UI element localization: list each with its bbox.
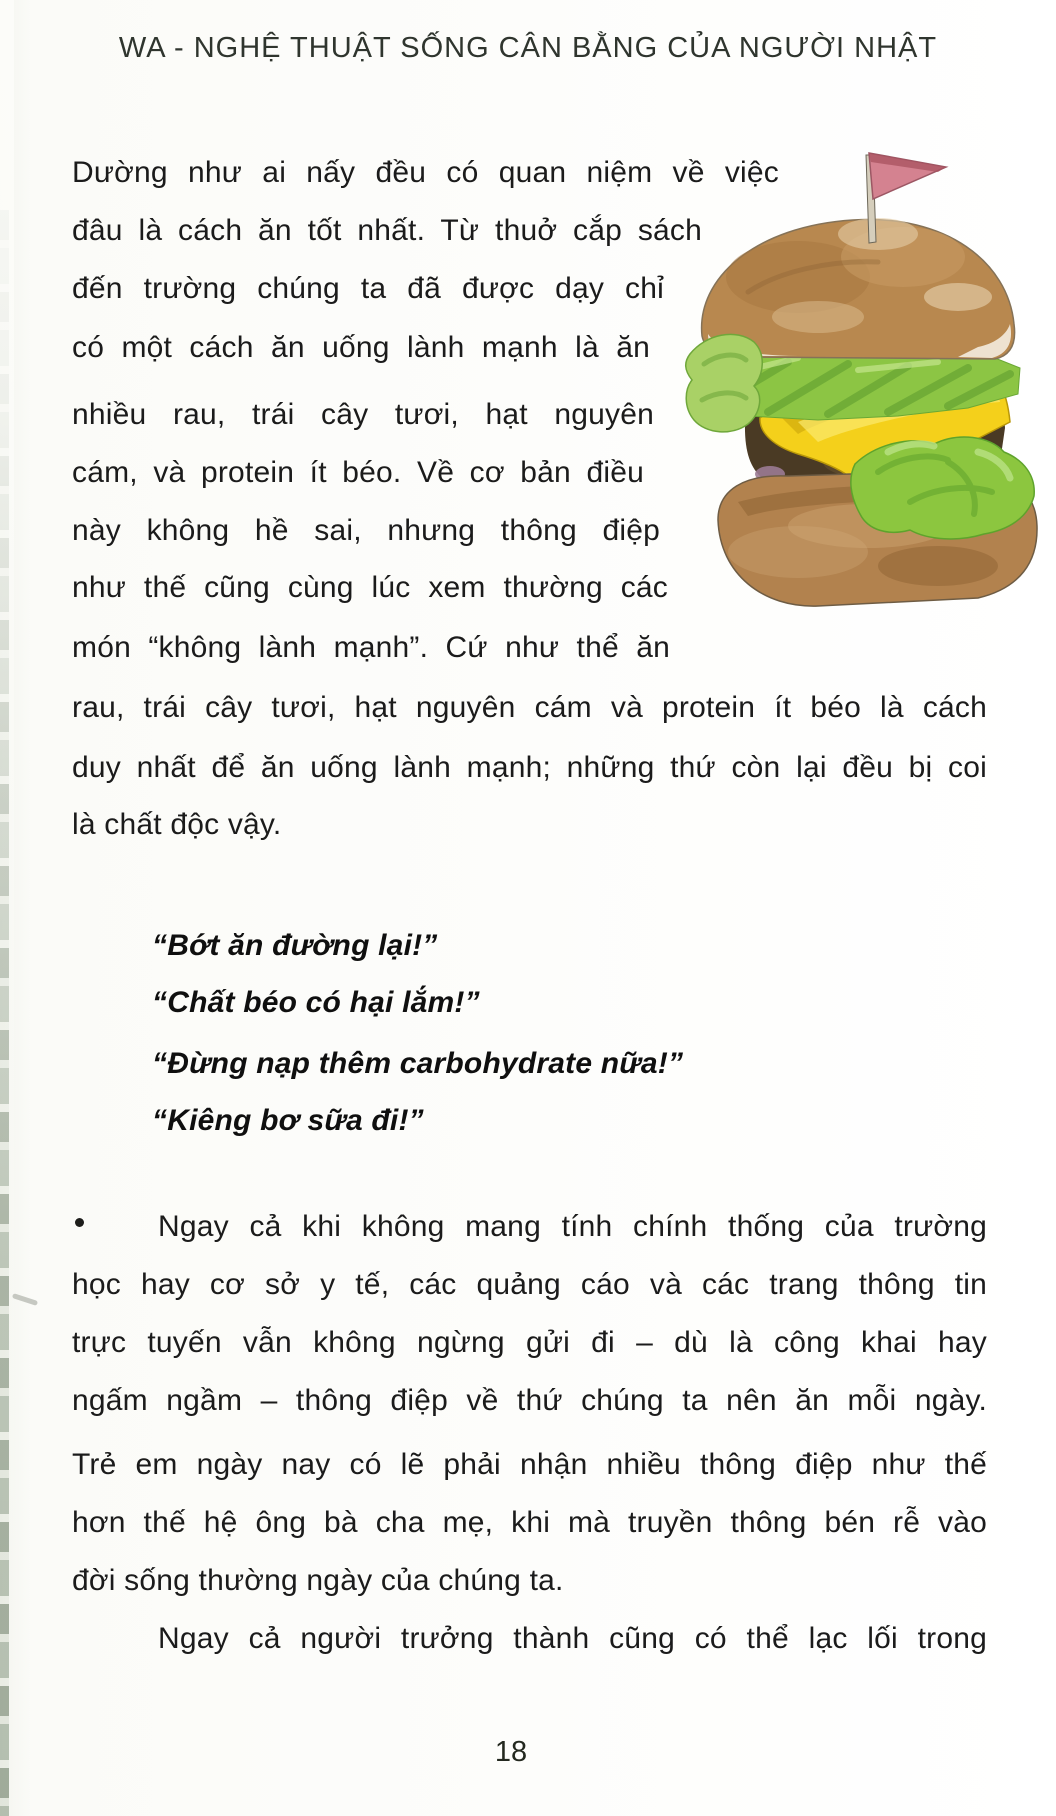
bottom-lettuce <box>851 437 1034 539</box>
left-lettuce <box>686 334 763 432</box>
body-line: Ngay cả người trưởng thành cũng có thể lạc lối trong <box>158 1622 987 1655</box>
scan-edge-fade <box>0 0 14 1816</box>
body-line: ngấm ngầm – thông điệp về thứ chúng ta nên ăn mỗi ngày. <box>72 1384 987 1417</box>
quote-line: “Chất béo có hại lắm!” <box>152 986 480 1019</box>
scan-speck <box>75 1218 84 1227</box>
body-line: học hay cơ sở y tế, các quảng cáo và các trang thông tin <box>72 1268 987 1301</box>
quote-line: “Kiêng bơ sữa đi!” <box>152 1104 424 1137</box>
body-line: đến trường chúng ta đã được dạy chỉ <box>72 272 664 305</box>
body-line: đâu là cách ăn tốt nhất. Từ thuở cắp sách <box>72 214 702 247</box>
running-header: WA - NGHỆ THUẬT SỐNG CÂN BẰNG CỦA NGƯỜI NHẬT <box>118 32 938 64</box>
body-line: đời sống thường ngày của chúng ta. <box>72 1564 564 1597</box>
scan-smudge <box>12 1293 38 1306</box>
body-line: trực tuyến vẫn không ngừng gửi đi – dù là công khai hay <box>72 1326 987 1359</box>
body-line: có một cách ăn uống lành mạnh là ăn <box>72 331 650 364</box>
body-line: rau, trái cây tươi, hạt nguyên cám và protein ít béo là cách <box>72 691 987 724</box>
body-line: Trẻ em ngày nay có lẽ phải nhận nhiều thông điệp như thế <box>72 1448 987 1481</box>
body-line: như thế cũng cùng lúc xem thường các <box>72 571 668 604</box>
quote-line: “Đừng nạp thêm carbohydrate nữa!” <box>152 1047 684 1080</box>
quote-line: “Bớt ăn đường lại!” <box>152 929 438 962</box>
body-line: cám, và protein ít béo. Về cơ bản điều <box>72 456 644 489</box>
body-line: Ngay cả khi không mang tính chính thống của trường <box>158 1210 987 1243</box>
body-line: này không hề sai, nhưng thông điệp <box>72 514 660 547</box>
body-line: duy nhất để ăn uống lành mạnh; những thứ còn lại đều bị coi <box>72 751 987 784</box>
body-line: hơn thế hệ ông bà cha mẹ, khi mà truyền thông bén rễ vào <box>72 1506 987 1539</box>
body-line: nhiều rau, trái cây tươi, hạt nguyên <box>72 398 654 431</box>
body-line: là chất độc vậy. <box>72 808 282 841</box>
body-line: Dường như ai nấy đều có quan niệm về việc <box>72 156 779 189</box>
page-number: 18 <box>494 1736 528 1768</box>
body-line: món “không lành mạnh”. Cứ như thể ăn <box>72 631 670 664</box>
